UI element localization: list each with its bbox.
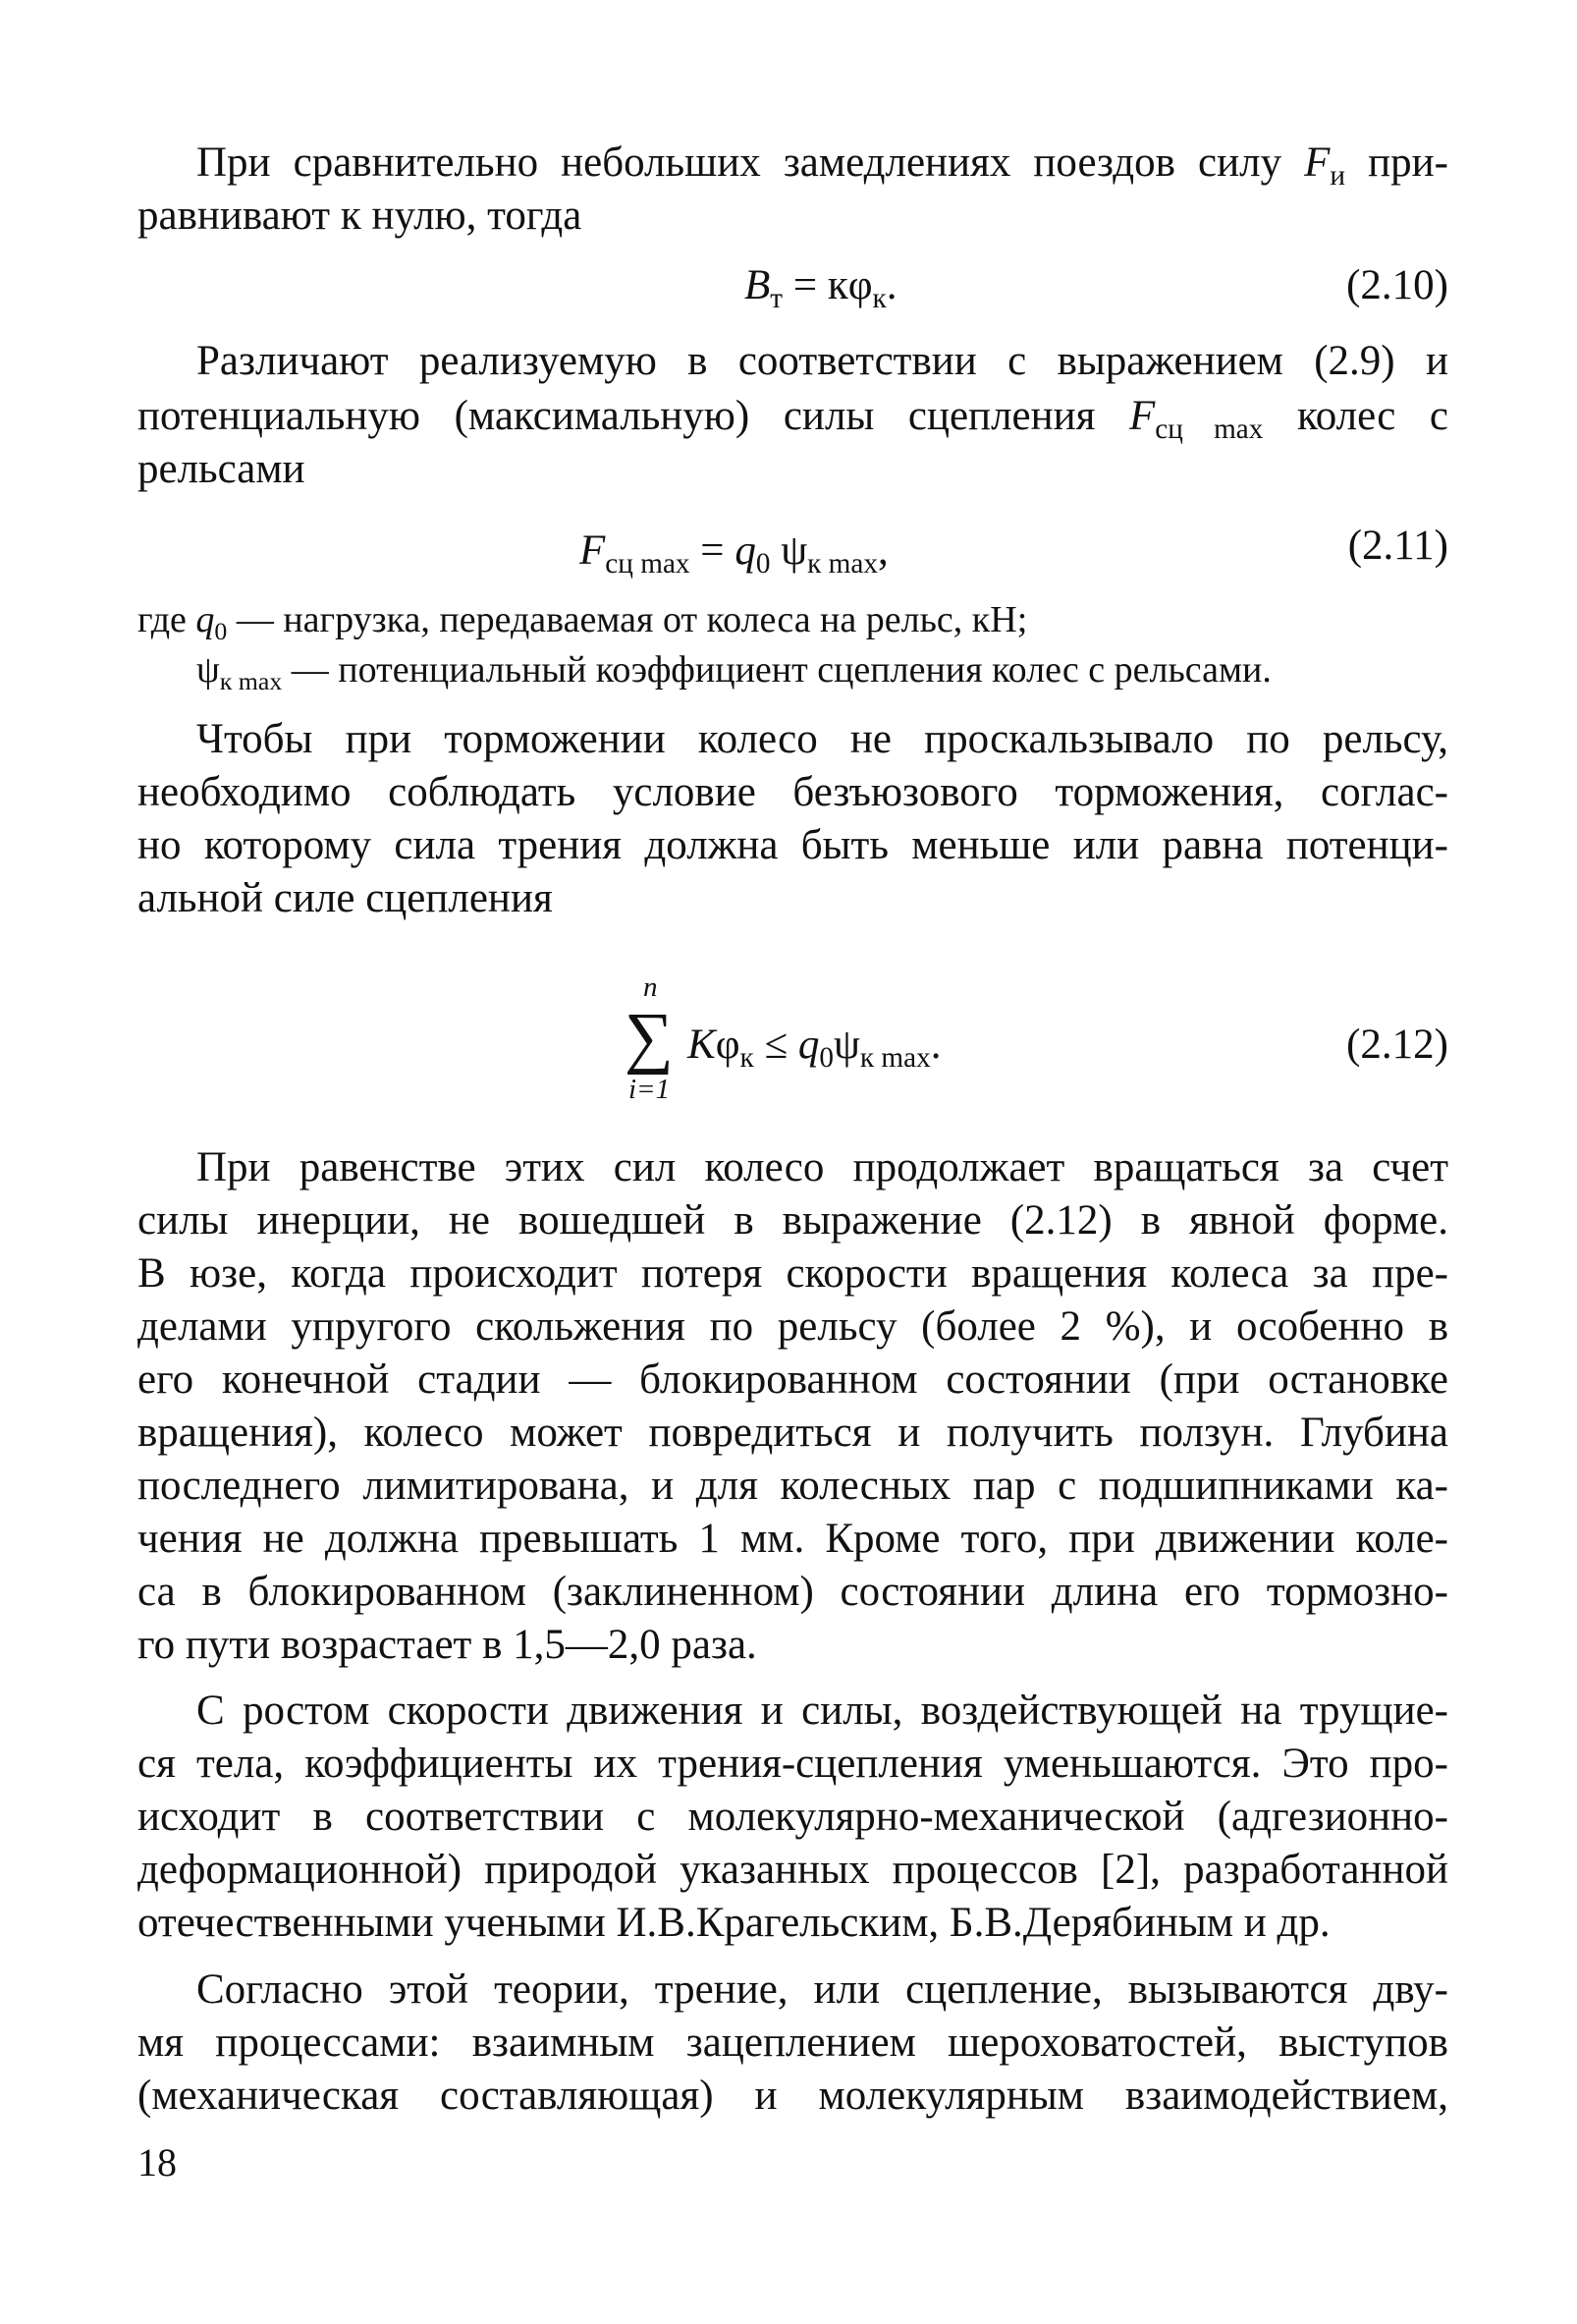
punctuation: , xyxy=(877,527,889,574)
var-q: q xyxy=(195,599,215,640)
sum-symbol: ∑ xyxy=(625,1000,674,1076)
text-run: Чтобы при торможении колесо не проскальзывало по рельсу, xyxy=(196,716,1448,762)
paragraph-3-line-3: но которому сила трения должна быть меньше или равна потенци- xyxy=(137,822,1448,868)
subscript: т xyxy=(770,282,784,314)
punctuation: . xyxy=(886,262,897,308)
where-line-1 xyxy=(137,594,1448,645)
subscript: 0 xyxy=(214,616,228,645)
subscript: 0 xyxy=(819,1041,834,1074)
text-run: потенциальную (максимальную) силы сцепления xyxy=(137,393,1130,439)
subscript: к max xyxy=(807,547,878,580)
var-phi: φ xyxy=(715,1022,740,1068)
equation-number-2-10: (2.10) xyxy=(1346,262,1448,308)
text-run: При равенстве этих сил колесо продолжает вращаться за счет xyxy=(196,1144,1448,1190)
paragraph-3-line-4: альной силе сцепления xyxy=(137,875,553,921)
paragraph-3-line-2: необходимо соблюдать условие безъюзового торможения, соглас- xyxy=(137,769,1448,815)
subscript: к xyxy=(872,282,887,314)
paragraph-4-line: последнего лимитирована, и для колесных пар с подшипниками ка- xyxy=(137,1463,1448,1509)
paragraph-2-line-1 xyxy=(137,336,1448,387)
paragraph-5-line: ся тела, коэффициенты их трения-сцепления уменьшаются. Это про- xyxy=(137,1741,1448,1787)
paragraph-4-line: силы инерции, не вошедшей в выражение (2.12) в явной форме. xyxy=(137,1197,1448,1244)
equation-number-2-12: (2.12) xyxy=(1346,1022,1448,1068)
var-psi: ψ xyxy=(196,649,220,691)
subscript: к max xyxy=(859,1041,931,1074)
subscript: сц max xyxy=(605,547,690,580)
subscript: и xyxy=(1330,159,1346,192)
var-q: q xyxy=(734,527,756,574)
paragraph-4-line: В юзе, когда происходит потеря скорости вращения колеса за пре- xyxy=(137,1250,1448,1297)
paragraph-6-line: мя процессами: взаимным зацеплением шероховатостей, выступов xyxy=(137,2020,1448,2066)
equation-2-11 xyxy=(579,526,889,580)
paragraph-4-line: са в блокированном (заклиненном) состоянии длина его тормозно- xyxy=(137,1569,1448,1615)
subscript: сц max xyxy=(1155,413,1264,445)
paragraph-5-line xyxy=(137,1686,1448,1737)
text-run: колес с xyxy=(1263,393,1449,439)
leq-sign: ≤ xyxy=(753,1022,798,1068)
text-run: при- xyxy=(1345,139,1448,186)
paragraph-5-line: отечественными учеными И.В.Крагельским, Б.В.Дерябиным и др. xyxy=(137,1900,1331,1946)
text-run: где xyxy=(137,599,196,640)
paragraph-6-line: (механическая составляющая) и молекулярным взаимодействием, xyxy=(137,2073,1448,2119)
subscript: к xyxy=(739,1041,754,1074)
text-run: Различают реализуемую в соответствии с выражением (2.9) и xyxy=(196,338,1448,384)
text-run: С ростом скорости движения и силы, воздействующей на трущие- xyxy=(196,1688,1448,1734)
paragraph-1-line-2: равнивают к нулю, тогда xyxy=(137,193,582,239)
var-q: q xyxy=(797,1022,820,1068)
var-psi: ψ xyxy=(833,1022,860,1068)
page-number: 18 xyxy=(137,2140,177,2185)
sum-upper-limit: n xyxy=(643,971,658,1003)
paragraph-4-line: го пути возрастает в 1,5—2,0 раза. xyxy=(137,1622,757,1668)
text-run: — потенциальный коэффициент сцепления колес с рельсами. xyxy=(282,649,1272,691)
paragraph-4-line: его конечной стадии — блокированном состоянии (при остановке xyxy=(137,1356,1448,1403)
var-F: F xyxy=(579,527,606,574)
paragraph-4-line: делами упругого скольжения по рельсу (более 2 %), и особенно в xyxy=(137,1303,1448,1350)
paragraph-1-line-1 xyxy=(137,138,1448,192)
text-run: Согласно этой теории, трение, или сцепление, вызываются дву- xyxy=(196,1966,1448,2013)
sum-lower-limit: i=1 xyxy=(628,1074,671,1105)
equation-text: = кφ xyxy=(783,262,873,308)
paragraph-5-line: деформационной) природой указанных процессов [2], разработанной xyxy=(137,1847,1448,1893)
equation-number-2-11: (2.11) xyxy=(1347,523,1448,569)
text-run: — нагрузка, передаваемая от колеса на рельс, кН; xyxy=(227,599,1028,640)
var-psi: ψ xyxy=(770,527,808,574)
var-B: B xyxy=(744,262,771,308)
text-run: При сравнительно небольших замедлениях поездов силу xyxy=(196,139,1305,186)
equation-2-12-body xyxy=(687,1020,942,1074)
punctuation: . xyxy=(930,1022,942,1068)
subscript: к max xyxy=(219,666,283,695)
var-F: F xyxy=(1304,139,1331,186)
paragraph-3-line-1 xyxy=(137,714,1448,765)
paragraph-5-line: исходит в соответствии с молекулярно-механической (адгезионно- xyxy=(137,1794,1448,1840)
var-K: K xyxy=(687,1022,716,1068)
paragraph-2-line-2 xyxy=(137,391,1449,445)
subscript: 0 xyxy=(755,547,771,580)
paragraph-4-line xyxy=(137,1142,1448,1193)
where-line-2 xyxy=(196,644,1507,695)
var-F: F xyxy=(1129,393,1156,439)
paragraph-4-line: чения не должна превышать 1 мм. Кроме того, при движении коле- xyxy=(137,1516,1448,1562)
equation-2-10 xyxy=(744,260,897,314)
paragraph-6-line xyxy=(137,1964,1448,2016)
equals-sign: = xyxy=(689,527,735,574)
paragraph-4-line: вращения), колесо может повредиться и получить ползун. Глубина xyxy=(137,1410,1448,1456)
paragraph-2-line-3: рельсами xyxy=(137,446,305,492)
